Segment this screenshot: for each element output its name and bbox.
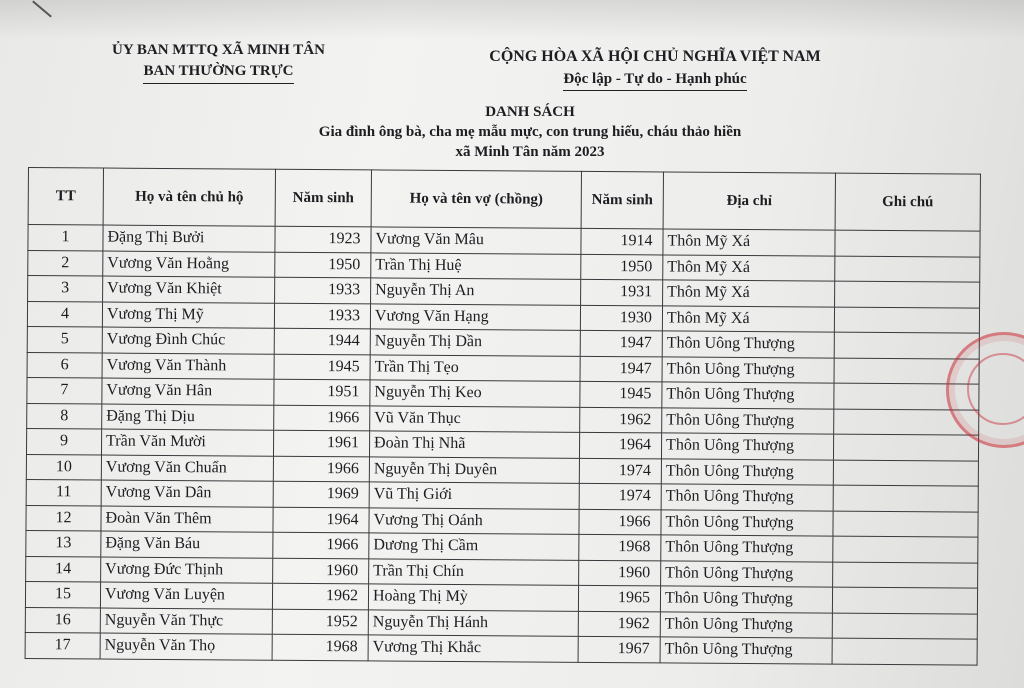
note — [833, 536, 978, 563]
householder-birth-year: 1966 — [274, 405, 370, 431]
table-body — [25, 225, 980, 665]
householder-birth-year: 1950 — [275, 252, 371, 278]
note — [833, 485, 978, 512]
spouse-birth-year: 1964 — [579, 432, 661, 458]
address: Thôn Uông Thượng — [661, 509, 833, 536]
note — [833, 434, 978, 461]
address: Thôn Uông Thượng — [661, 535, 833, 562]
householder-birth-year: 1962 — [272, 583, 368, 609]
col-header-householder: Họ và tên chủ hộ — [103, 168, 275, 226]
table-row — [25, 632, 977, 664]
householder-birth-year: 1961 — [273, 430, 369, 456]
note — [832, 587, 977, 614]
row-number: 3 — [28, 276, 103, 302]
national-title: CỘNG HÒA XÃ HỘI CHỦ NGHĨA VIỆT NAM — [489, 48, 821, 65]
note — [832, 638, 977, 665]
spouse-birth-year: 1962 — [578, 611, 660, 637]
spouse-name: Trần Thị Huệ — [371, 252, 581, 279]
address: Thôn Uông Thượng — [662, 356, 834, 383]
householder-birth-year: 1951 — [274, 379, 370, 405]
spouse-name: Vương Thị Khắc — [368, 635, 578, 662]
page-shadow — [0, 0, 1024, 40]
spouse-birth-year: 1974 — [579, 458, 661, 484]
householder-birth-year: 1966 — [273, 532, 369, 558]
row-number: 9 — [26, 428, 101, 454]
note — [833, 511, 978, 538]
note — [832, 613, 977, 640]
spouse-birth-year: 1947 — [580, 330, 662, 356]
householder-name: Vương Văn Khiệt — [103, 276, 275, 303]
row-number: 13 — [26, 530, 101, 556]
spouse-birth-year: 1968 — [579, 534, 661, 560]
col-header-spouse: Họ và tên vợ (chồng) — [371, 170, 581, 228]
address: Thôn Uông Thượng — [660, 637, 832, 664]
title-line-2: Gia đình ông bà, cha mẹ mẫu mực, con trung hiếu, cháu thảo hiền — [318, 124, 742, 140]
col-header-notes: Ghi chú — [835, 173, 980, 231]
householder-name: Vương Đức Thịnh — [101, 557, 273, 584]
title-line-1: DANH SÁCH — [485, 104, 575, 120]
householder-birth-year: 1945 — [274, 354, 370, 380]
spouse-birth-year: 1950 — [581, 254, 663, 280]
householder-name: Trần Văn Mười — [101, 429, 273, 456]
col-header-address: Địa chỉ — [663, 172, 835, 230]
householder-name: Vương Văn Hân — [102, 378, 274, 405]
householder-birth-year: 1966 — [273, 456, 369, 482]
row-number: 4 — [27, 301, 102, 327]
householder-name: Đặng Thị Bưởi — [103, 225, 275, 252]
issuer-department: BAN THƯỜNG TRỰC — [143, 61, 293, 84]
spouse-birth-year: 1962 — [580, 407, 662, 433]
issuer-header — [96, 40, 341, 84]
address: Thôn Mỹ Xá — [662, 305, 834, 332]
householder-birth-year: 1969 — [273, 481, 369, 507]
spouse-name: Hoàng Thị Mỳ — [368, 584, 578, 611]
spouse-name: Dương Thị Cầm — [369, 533, 579, 560]
householder-name: Vương Văn Thành — [102, 353, 274, 380]
address: Thôn Uông Thượng — [661, 484, 833, 511]
address: Thôn Mỹ Xá — [663, 280, 835, 307]
householder-birth-year: 1933 — [274, 303, 370, 329]
row-number: 17 — [25, 632, 100, 658]
title-line-3: xã Minh Tân năm 2023 — [455, 144, 605, 160]
spouse-name: Trần Thị Tẹo — [370, 354, 580, 381]
row-number: 1 — [28, 225, 103, 251]
householder-birth-year: 1923 — [275, 226, 371, 252]
row-number: 7 — [27, 377, 102, 403]
spouse-name: Nguyễn Thị Dần — [370, 329, 580, 356]
householder-birth-year: 1968 — [272, 634, 368, 660]
address: Thôn Uông Thượng — [662, 382, 834, 409]
col-header-tt: TT — [28, 168, 103, 226]
spouse-birth-year: 1967 — [578, 636, 660, 662]
householder-name: Vương Đình Chúc — [102, 327, 274, 354]
householder-name: Đặng Thị Dịu — [102, 404, 274, 431]
spouse-name: Trần Thị Chín — [369, 558, 579, 585]
note — [833, 460, 978, 487]
row-number: 12 — [26, 505, 101, 531]
address: Thôn Uông Thượng — [660, 586, 832, 613]
spouse-birth-year: 1960 — [579, 560, 661, 586]
spouse-name: Đoàn Thị Nhã — [369, 431, 579, 458]
issuer-name: ỦY BAN MTTQ XÃ MINH TÂN — [112, 42, 325, 58]
row-number: 10 — [26, 454, 101, 480]
table-header-row — [28, 168, 980, 232]
household-table — [25, 167, 981, 665]
row-number: 8 — [27, 403, 102, 429]
spouse-name: Nguyễn Thị An — [371, 278, 581, 305]
spouse-birth-year: 1914 — [581, 228, 663, 254]
row-number: 16 — [25, 607, 100, 633]
householder-name: Vương Văn Hoằng — [103, 251, 275, 278]
row-number: 2 — [28, 250, 103, 276]
note — [834, 307, 979, 334]
address: Thôn Mỹ Xá — [663, 229, 835, 256]
spouse-name: Nguyễn Thị Hánh — [368, 609, 578, 636]
spouse-birth-year: 1974 — [579, 483, 661, 509]
spouse-birth-year: 1931 — [581, 279, 663, 305]
householder-name: Nguyễn Văn Thực — [100, 608, 272, 635]
address: Thôn Uông Thượng — [661, 458, 833, 485]
householder-name: Vương Văn Chuẩn — [101, 455, 273, 482]
householder-name: Vương Văn Dân — [101, 480, 273, 507]
address: Thôn Uông Thượng — [661, 433, 833, 460]
address: Thôn Uông Thượng — [661, 560, 833, 587]
note — [835, 281, 980, 308]
row-number: 11 — [26, 479, 101, 505]
spouse-birth-year: 1945 — [580, 381, 662, 407]
spouse-name: Nguyễn Thị Keo — [370, 380, 580, 407]
address: Thôn Uông Thượng — [662, 331, 834, 358]
spouse-name: Vũ Thị Giới — [369, 482, 579, 509]
spouse-birth-year: 1966 — [579, 509, 661, 535]
householder-birth-year: 1960 — [273, 558, 369, 584]
householder-name: Đoàn Văn Thêm — [101, 506, 273, 533]
householder-name: Vương Văn Luyện — [100, 582, 272, 609]
address: Thôn Uông Thượng — [660, 611, 832, 638]
national-header — [480, 46, 830, 91]
spouse-name: Vũ Văn Thục — [370, 405, 580, 432]
householder-birth-year: 1944 — [274, 328, 370, 354]
note — [835, 230, 980, 257]
row-number: 5 — [27, 326, 102, 352]
householder-name: Nguyễn Văn Thọ — [100, 633, 272, 660]
spouse-birth-year: 1947 — [580, 356, 662, 382]
national-motto: Độc lập - Tự do - Hạnh phúc — [563, 68, 746, 91]
row-number: 14 — [26, 556, 101, 582]
col-header-birth-year: Năm sinh — [275, 169, 371, 227]
householder-name: Đặng Văn Báu — [101, 531, 273, 558]
householder-birth-year: 1964 — [273, 507, 369, 533]
row-number: 6 — [27, 352, 102, 378]
householder-birth-year: 1952 — [272, 609, 368, 635]
spouse-name: Vương Thị Oánh — [369, 507, 579, 534]
spouse-birth-year: 1930 — [580, 305, 662, 331]
spouse-name: Vương Văn Mâu — [371, 227, 581, 254]
row-number: 15 — [25, 581, 100, 607]
spouse-name: Vương Văn Hạng — [370, 303, 580, 330]
householder-birth-year: 1933 — [275, 277, 371, 303]
note — [833, 562, 978, 589]
address: Thôn Uông Thượng — [662, 407, 834, 434]
spouse-name: Nguyễn Thị Duyên — [369, 456, 579, 483]
spouse-birth-year: 1965 — [578, 585, 660, 611]
note — [835, 256, 980, 283]
document-title — [240, 102, 820, 162]
address: Thôn Mỹ Xá — [663, 254, 835, 281]
householder-name: Vương Thị Mỹ — [102, 302, 274, 329]
col-header-spouse-birth-year: Năm sinh — [581, 171, 663, 229]
